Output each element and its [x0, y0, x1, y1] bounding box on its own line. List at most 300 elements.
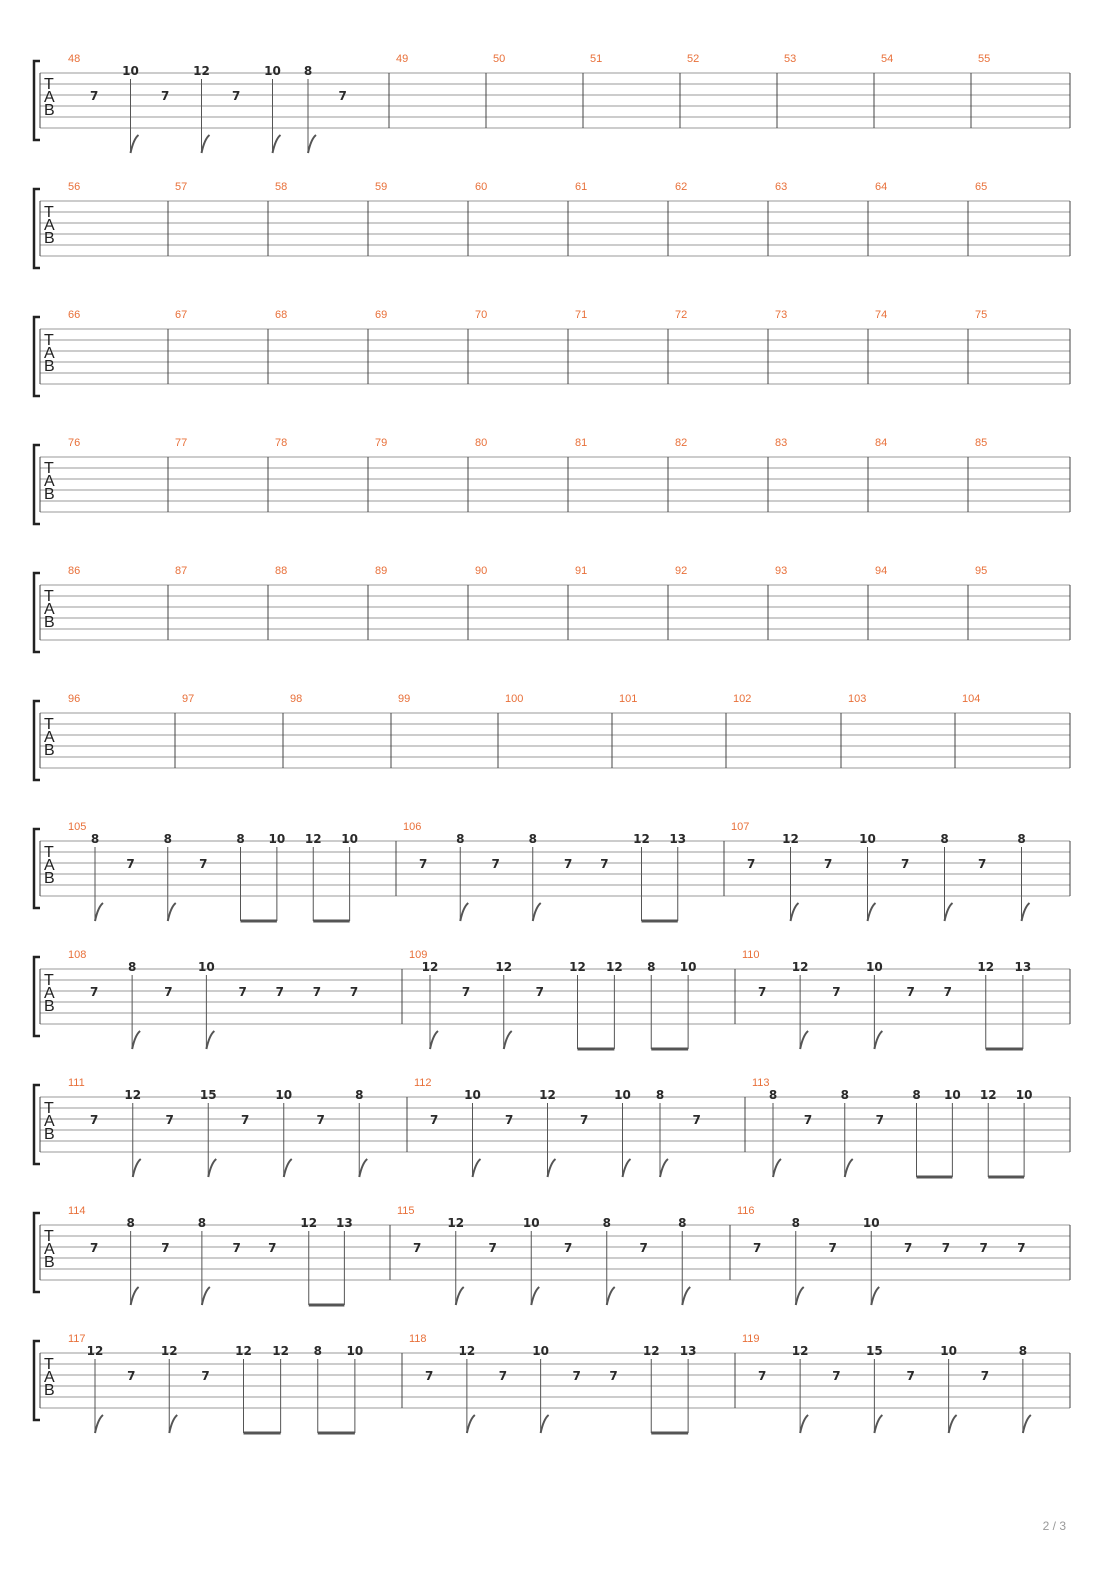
- eighth-rest: 7: [505, 1113, 514, 1127]
- measure-number: 105: [68, 821, 87, 833]
- eighth-rest: 7: [978, 857, 987, 871]
- measure-number: 67: [175, 309, 188, 321]
- fret-number: 8: [236, 832, 245, 846]
- fret-number: 13: [669, 832, 687, 846]
- fret-number: 10: [346, 1344, 364, 1358]
- measure-number: 94: [875, 565, 888, 577]
- eighth-rest: 7: [832, 985, 841, 999]
- fret-number: 10: [614, 1088, 631, 1102]
- fret-number: 8: [655, 1088, 665, 1102]
- tab-clef-letter: B: [44, 998, 55, 1015]
- eighth-rest: 7: [232, 1241, 241, 1255]
- note-flag: [132, 1031, 140, 1049]
- fret-number: 12: [633, 832, 650, 846]
- measure-number: 95: [975, 565, 988, 577]
- measure-number: 85: [975, 437, 988, 449]
- fret-number: 10: [944, 1088, 961, 1102]
- measure-number: 118: [409, 1333, 427, 1345]
- note-flag: [868, 903, 876, 921]
- fret-number: 10: [1015, 1088, 1033, 1102]
- note-flag: [430, 1031, 438, 1049]
- note-flag: [660, 1159, 668, 1177]
- measure-number: 61: [575, 181, 588, 193]
- note-flag: [874, 1415, 882, 1433]
- fret-number: 10: [522, 1216, 540, 1230]
- eighth-rest: 7: [943, 985, 952, 999]
- eighth-rest: 7: [275, 985, 284, 999]
- eighth-rest: 7: [980, 1369, 990, 1383]
- measure-number: 57: [175, 181, 188, 193]
- fret-number: 12: [160, 1344, 178, 1358]
- fret-number: 10: [264, 64, 281, 78]
- measure-number: 56: [68, 181, 81, 193]
- eighth-rest: 7: [906, 1369, 915, 1383]
- tab-clef-letter: B: [44, 230, 55, 247]
- measure-number: 102: [733, 693, 752, 705]
- staff-system: [34, 1205, 1070, 1305]
- tab-clef-letter: A: [44, 1241, 55, 1258]
- note-flag: [623, 1159, 631, 1177]
- tab-clef-letter: B: [44, 486, 55, 503]
- measure-number: 50: [493, 53, 506, 65]
- note-flag: [202, 1287, 210, 1305]
- eighth-rest: 7: [165, 1113, 174, 1127]
- note-flag: [800, 1031, 808, 1049]
- note-flag: [133, 1159, 141, 1177]
- measure-number: 92: [675, 565, 688, 577]
- tab-clef-letter: A: [44, 473, 55, 490]
- measure-number: 112: [414, 1077, 432, 1089]
- fret-number: 12: [447, 1216, 465, 1230]
- measure-number: 73: [775, 309, 788, 321]
- eighth-rest: 7: [241, 1113, 250, 1127]
- note-flag: [169, 1415, 177, 1433]
- note-flag: [273, 135, 281, 153]
- eighth-rest: 7: [316, 1113, 325, 1127]
- measure-number: 79: [375, 437, 388, 449]
- eighth-rest: 7: [564, 1241, 573, 1255]
- measure-number: 100: [505, 693, 524, 705]
- fret-number: 8: [602, 1216, 611, 1230]
- staff-system: [34, 181, 1070, 268]
- eighth-rest: 7: [609, 1369, 618, 1383]
- staff-system: [34, 949, 1070, 1049]
- measure-number: 89: [375, 565, 388, 577]
- measure-number: 110: [742, 949, 760, 961]
- fret-number: 8: [90, 832, 100, 846]
- fret-number: 12: [782, 832, 799, 846]
- note-flag: [460, 903, 468, 921]
- fret-number: 8: [163, 832, 172, 846]
- tab-clef-letter: T: [44, 716, 54, 733]
- tab-clef-letter: B: [44, 870, 55, 887]
- eighth-rest: 7: [832, 1369, 841, 1383]
- fret-number: 12: [791, 1344, 809, 1358]
- tab-clef-letter: A: [44, 217, 55, 234]
- tab-clef-letter: B: [44, 1382, 55, 1399]
- staff-system: [34, 1077, 1070, 1177]
- measure-number: 75: [975, 309, 988, 321]
- tab-clef-letter: A: [44, 89, 55, 106]
- system-bracket: [34, 1085, 40, 1164]
- eighth-rest: 7: [488, 1241, 497, 1255]
- fret-number: 13: [679, 1344, 697, 1358]
- fret-number: 8: [791, 1216, 800, 1230]
- tab-clef-letter: B: [44, 1126, 55, 1143]
- system-bracket: [34, 829, 40, 908]
- eighth-rest: 7: [692, 1113, 701, 1127]
- measure-number: 109: [409, 949, 428, 961]
- fret-number: 8: [912, 1088, 921, 1102]
- fret-number: 12: [124, 1088, 142, 1102]
- fret-number: 10: [862, 1216, 880, 1230]
- fret-number: 8: [355, 1088, 364, 1102]
- note-flag: [284, 1159, 292, 1177]
- note-flag: [168, 903, 176, 921]
- fret-number: 8: [840, 1088, 849, 1102]
- eighth-rest: 7: [268, 1241, 277, 1255]
- system-bracket: [34, 445, 40, 524]
- note-flag: [800, 1415, 808, 1433]
- eighth-rest: 7: [90, 985, 99, 999]
- note-flag: [874, 1031, 882, 1049]
- eighth-rest: 7: [600, 857, 609, 871]
- fret-number: 12: [569, 960, 586, 974]
- fret-number: 12: [539, 1088, 556, 1102]
- eighth-rest: 7: [906, 985, 915, 999]
- system-bracket: [34, 1213, 40, 1292]
- fret-number: 12: [495, 960, 513, 974]
- tab-clef-letter: A: [44, 1113, 55, 1130]
- tab-clef-letter: T: [44, 588, 54, 605]
- measure-number: 60: [475, 181, 488, 193]
- fret-number: 12: [272, 1344, 289, 1358]
- measure-number: 101: [619, 693, 638, 705]
- fret-number: 8: [303, 64, 313, 78]
- eighth-rest: 7: [491, 857, 500, 871]
- note-flag: [871, 1287, 879, 1305]
- note-flag: [131, 135, 139, 153]
- tab-clef-letter: T: [44, 972, 54, 989]
- fret-number: 8: [940, 832, 949, 846]
- fret-number: 12: [300, 1216, 318, 1230]
- note-flag: [456, 1287, 464, 1305]
- measure-number: 76: [68, 437, 81, 449]
- tab-clef-letter: T: [44, 844, 54, 861]
- measure-number: 107: [731, 821, 750, 833]
- note-flag: [208, 1159, 216, 1177]
- eighth-rest: 7: [824, 857, 833, 871]
- measure-number: 80: [475, 437, 488, 449]
- measure-number: 54: [881, 53, 894, 65]
- eighth-rest: 7: [312, 985, 322, 999]
- staff-system: [34, 437, 1070, 524]
- tab-clef-letter: B: [44, 358, 55, 375]
- fret-number: 12: [791, 960, 809, 974]
- system-bracket: [34, 61, 40, 140]
- eighth-rest: 7: [901, 857, 910, 871]
- measure-number: 104: [962, 693, 981, 705]
- measure-number: 93: [775, 565, 788, 577]
- eighth-rest: 7: [90, 89, 99, 103]
- eighth-rest: 7: [803, 1113, 813, 1127]
- fret-number: 8: [528, 832, 537, 846]
- eighth-rest: 7: [338, 89, 347, 103]
- fret-number: 12: [979, 1088, 997, 1102]
- measure-number: 116: [737, 1205, 755, 1217]
- fret-number: 12: [421, 960, 439, 974]
- fret-number: 12: [642, 1344, 660, 1358]
- staff-system: [34, 821, 1070, 921]
- tab-clef-letter: T: [44, 76, 54, 93]
- fret-number: 8: [313, 1344, 322, 1358]
- note-flag: [949, 1415, 957, 1433]
- measure-number: 117: [68, 1333, 86, 1345]
- staff-system: [34, 309, 1070, 396]
- eighth-rest: 7: [419, 857, 428, 871]
- fret-number: 10: [679, 960, 697, 974]
- tab-clef-letter: B: [44, 614, 55, 631]
- eighth-rest: 7: [201, 1369, 210, 1383]
- note-flag: [531, 1287, 539, 1305]
- measure-number: 69: [375, 309, 388, 321]
- fret-number: 8: [678, 1216, 687, 1230]
- fret-number: 8: [126, 1216, 135, 1230]
- eighth-rest: 7: [90, 1241, 99, 1255]
- note-flag: [541, 1415, 549, 1433]
- eighth-rest: 7: [349, 985, 359, 999]
- system-bracket: [34, 701, 40, 780]
- eighth-rest: 7: [580, 1113, 589, 1127]
- eighth-rest: 7: [1017, 1241, 1026, 1255]
- note-flag: [607, 1287, 615, 1305]
- eighth-rest: 7: [161, 89, 170, 103]
- tab-clef-letter: T: [44, 1100, 54, 1117]
- tab-clef-letter: T: [44, 332, 54, 349]
- fret-number: 12: [977, 960, 995, 974]
- measure-number: 119: [742, 1333, 760, 1345]
- eighth-rest: 7: [758, 985, 767, 999]
- measure-number: 83: [775, 437, 788, 449]
- note-flag: [845, 1159, 853, 1177]
- measure-number: 81: [575, 437, 588, 449]
- fret-number: 10: [464, 1088, 481, 1102]
- eighth-rest: 7: [161, 1241, 170, 1255]
- system-bracket: [34, 957, 40, 1036]
- measure-number: 68: [275, 309, 288, 321]
- measure-number: 52: [687, 53, 700, 65]
- fret-number: 8: [647, 960, 656, 974]
- tab-clef-letter: A: [44, 1369, 55, 1386]
- fret-number: 8: [456, 832, 465, 846]
- eighth-rest: 7: [979, 1241, 988, 1255]
- eighth-rest: 7: [461, 985, 471, 999]
- fret-number: 8: [197, 1216, 207, 1230]
- fret-number: 8: [127, 960, 137, 974]
- measure-number: 77: [175, 437, 188, 449]
- staff-system: [34, 53, 1070, 153]
- note-flag: [308, 135, 316, 153]
- fret-number: 12: [235, 1344, 252, 1358]
- note-flag: [548, 1159, 556, 1177]
- measure-number: 53: [784, 53, 797, 65]
- page-number: 2 / 3: [1042, 1519, 1066, 1533]
- fret-number: 12: [86, 1344, 104, 1358]
- eighth-rest: 7: [413, 1241, 422, 1255]
- eighth-rest: 7: [90, 1113, 99, 1127]
- measure-number: 108: [68, 949, 87, 961]
- note-flag: [95, 903, 103, 921]
- measure-number: 88: [275, 565, 288, 577]
- measure-number: 111: [68, 1077, 85, 1089]
- eighth-rest: 7: [232, 89, 241, 103]
- note-flag: [533, 903, 541, 921]
- fret-number: 13: [336, 1216, 353, 1230]
- measure-number: 84: [875, 437, 888, 449]
- note-flag: [682, 1287, 690, 1305]
- note-flag: [1023, 1415, 1031, 1433]
- measure-number: 49: [396, 53, 409, 65]
- eighth-rest: 7: [875, 1113, 884, 1127]
- eighth-rest: 7: [564, 857, 573, 871]
- eighth-rest: 7: [758, 1369, 767, 1383]
- eighth-rest: 7: [238, 985, 247, 999]
- measure-number: 106: [403, 821, 422, 833]
- measure-number: 59: [375, 181, 388, 193]
- fret-number: 8: [1018, 1344, 1028, 1358]
- measure-number: 48: [68, 53, 81, 65]
- fret-number: 12: [606, 960, 623, 974]
- tab-clef-letter: B: [44, 102, 55, 119]
- measure-number: 86: [68, 565, 81, 577]
- eighth-rest: 7: [747, 857, 756, 871]
- measure-number: 91: [575, 565, 588, 577]
- measure-number: 51: [590, 53, 603, 65]
- fret-number: 12: [304, 832, 322, 846]
- eighth-rest: 7: [753, 1241, 762, 1255]
- system-bracket: [34, 317, 40, 396]
- fret-number: 10: [341, 832, 358, 846]
- tab-clef-letter: A: [44, 601, 55, 618]
- fret-number: 8: [768, 1088, 778, 1102]
- tab-clef-letter: A: [44, 729, 55, 746]
- measure-number: 103: [848, 693, 867, 705]
- eighth-rest: 7: [941, 1241, 951, 1255]
- eighth-rest: 7: [199, 857, 208, 871]
- tab-clef-letter: A: [44, 857, 55, 874]
- measure-number: 63: [775, 181, 788, 193]
- measure-number: 65: [975, 181, 988, 193]
- fret-number: 10: [859, 832, 876, 846]
- fret-number: 12: [193, 64, 210, 78]
- note-flag: [206, 1031, 214, 1049]
- eighth-rest: 7: [127, 1369, 136, 1383]
- measure-number: 66: [68, 309, 81, 321]
- eighth-rest: 7: [164, 985, 173, 999]
- measure-number: 114: [68, 1205, 86, 1217]
- fret-number: 8: [1017, 832, 1026, 846]
- eighth-rest: 7: [639, 1241, 648, 1255]
- eighth-rest: 7: [126, 857, 135, 871]
- note-flag: [95, 1415, 103, 1433]
- eighth-rest: 7: [535, 985, 544, 999]
- eighth-rest: 7: [828, 1241, 837, 1255]
- tab-clef-letter: T: [44, 1228, 54, 1245]
- tab-clef-letter: T: [44, 1356, 54, 1373]
- measure-number: 74: [875, 309, 888, 321]
- system-bracket: [34, 573, 40, 652]
- eighth-rest: 7: [572, 1369, 581, 1383]
- staff-system: [34, 565, 1070, 652]
- measure-number: 98: [290, 693, 303, 705]
- measure-number: 115: [397, 1205, 415, 1217]
- measure-number: 82: [675, 437, 688, 449]
- fret-number: 13: [1014, 960, 1032, 974]
- note-flag: [791, 903, 799, 921]
- measure-number: 55: [978, 53, 991, 65]
- note-flag: [202, 135, 210, 153]
- note-flag: [1022, 903, 1030, 921]
- note-flag: [796, 1287, 804, 1305]
- staff-system: [34, 693, 1070, 780]
- measure-number: 78: [275, 437, 288, 449]
- measure-number: 96: [68, 693, 81, 705]
- tab-clef-letter: A: [44, 985, 55, 1002]
- system-bracket: [34, 189, 40, 268]
- fret-number: 15: [866, 1344, 883, 1358]
- staff-system: [34, 1333, 1070, 1433]
- eighth-rest: 7: [430, 1113, 439, 1127]
- fret-number: 10: [940, 1344, 957, 1358]
- note-flag: [504, 1031, 512, 1049]
- fret-number: 10: [866, 960, 883, 974]
- measure-number: 71: [575, 309, 588, 321]
- measure-number: 99: [398, 693, 411, 705]
- measure-number: 87: [175, 565, 188, 577]
- tab-clef-letter: T: [44, 204, 54, 221]
- measure-number: 113: [752, 1077, 770, 1089]
- measure-number: 58: [275, 181, 288, 193]
- fret-number: 10: [532, 1344, 549, 1358]
- note-flag: [473, 1159, 481, 1177]
- system-bracket: [34, 1341, 40, 1420]
- tab-clef-letter: T: [44, 460, 54, 477]
- eighth-rest: 7: [425, 1369, 434, 1383]
- measure-number: 70: [475, 309, 488, 321]
- tab-clef-letter: B: [44, 1254, 55, 1271]
- measure-number: 90: [475, 565, 488, 577]
- measure-number: 62: [675, 181, 688, 193]
- eighth-rest: 7: [904, 1241, 913, 1255]
- note-flag: [131, 1287, 139, 1305]
- note-flag: [945, 903, 953, 921]
- fret-number: 10: [122, 64, 139, 78]
- note-flag: [773, 1159, 781, 1177]
- tab-clef-letter: B: [44, 742, 55, 759]
- measure-number: 64: [875, 181, 888, 193]
- measure-number: 72: [675, 309, 688, 321]
- tab-clef-letter: A: [44, 345, 55, 362]
- fret-number: 10: [268, 832, 286, 846]
- measure-number: 97: [182, 693, 195, 705]
- fret-number: 15: [199, 1088, 217, 1102]
- note-flag: [359, 1159, 367, 1177]
- note-flag: [467, 1415, 475, 1433]
- fret-number: 12: [458, 1344, 476, 1358]
- eighth-rest: 7: [498, 1369, 508, 1383]
- fret-number: 10: [275, 1088, 293, 1102]
- fret-number: 10: [198, 960, 215, 974]
